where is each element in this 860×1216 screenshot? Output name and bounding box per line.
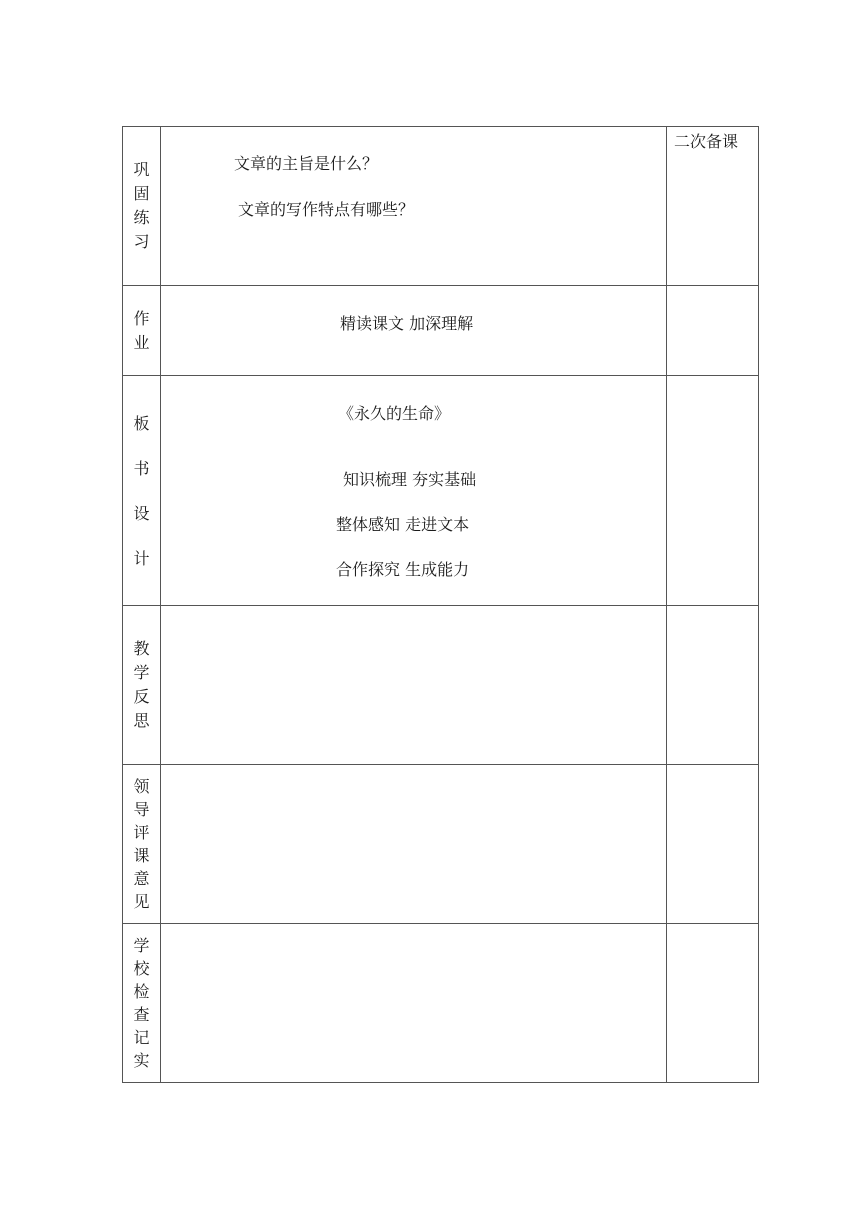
- row-content-cell: [161, 286, 667, 376]
- practice-question-1: 文章的主旨是什么？: [234, 154, 379, 173]
- practice-question-2: 文章的写作特点有哪些？: [238, 200, 415, 219]
- table-row-homework: [123, 286, 759, 376]
- row-label-reflection: 教 学 反 思: [133, 639, 150, 730]
- table-row-board-design: [123, 376, 759, 606]
- table-row-school-check: [123, 924, 759, 1083]
- lesson-plan-table: [122, 126, 759, 1083]
- row-label-cell: [123, 127, 161, 286]
- board-line-1: 知识梳理 夯实基础: [343, 470, 477, 489]
- board-title: 《永久的生命》: [338, 404, 451, 423]
- second-prep-cell: [667, 376, 759, 606]
- row-content-cell: [161, 606, 667, 765]
- second-prep-cell: [667, 606, 759, 765]
- table-row-reflection: [123, 606, 759, 765]
- board-line-2: 整体感知 走进文本: [336, 515, 470, 534]
- second-prep-cell: [667, 765, 759, 924]
- table-row-leader-review: [123, 765, 759, 924]
- row-label-homework: 作 业: [133, 308, 150, 352]
- row-label-practice: 巩 固 练 习: [133, 160, 150, 251]
- row-label-cell: [123, 376, 161, 606]
- row-label-cell: [123, 286, 161, 376]
- board-line-3: 合作探究 生成能力: [336, 560, 470, 579]
- row-label-cell: [123, 765, 161, 924]
- row-content-cell: [161, 765, 667, 924]
- second-prep-cell: [667, 924, 759, 1083]
- row-label-leader-review: 领 导 评 课 意 见: [133, 777, 150, 911]
- row-label-cell: [123, 924, 161, 1083]
- row-content-cell: [161, 924, 667, 1083]
- row-content-cell: [161, 127, 667, 286]
- second-prep-cell: [667, 127, 759, 286]
- table-row-practice: [123, 127, 759, 286]
- row-label-cell: [123, 606, 161, 765]
- second-prep-cell: [667, 286, 759, 376]
- homework-text: 精读课文 加深理解: [340, 314, 474, 333]
- second-prep-header: 二次备课: [674, 132, 739, 151]
- row-label-board-design: 板 书 设 计: [133, 413, 150, 568]
- row-label-school-check: 学 校 检 查 记 实: [133, 936, 150, 1070]
- row-content-cell: [161, 376, 667, 606]
